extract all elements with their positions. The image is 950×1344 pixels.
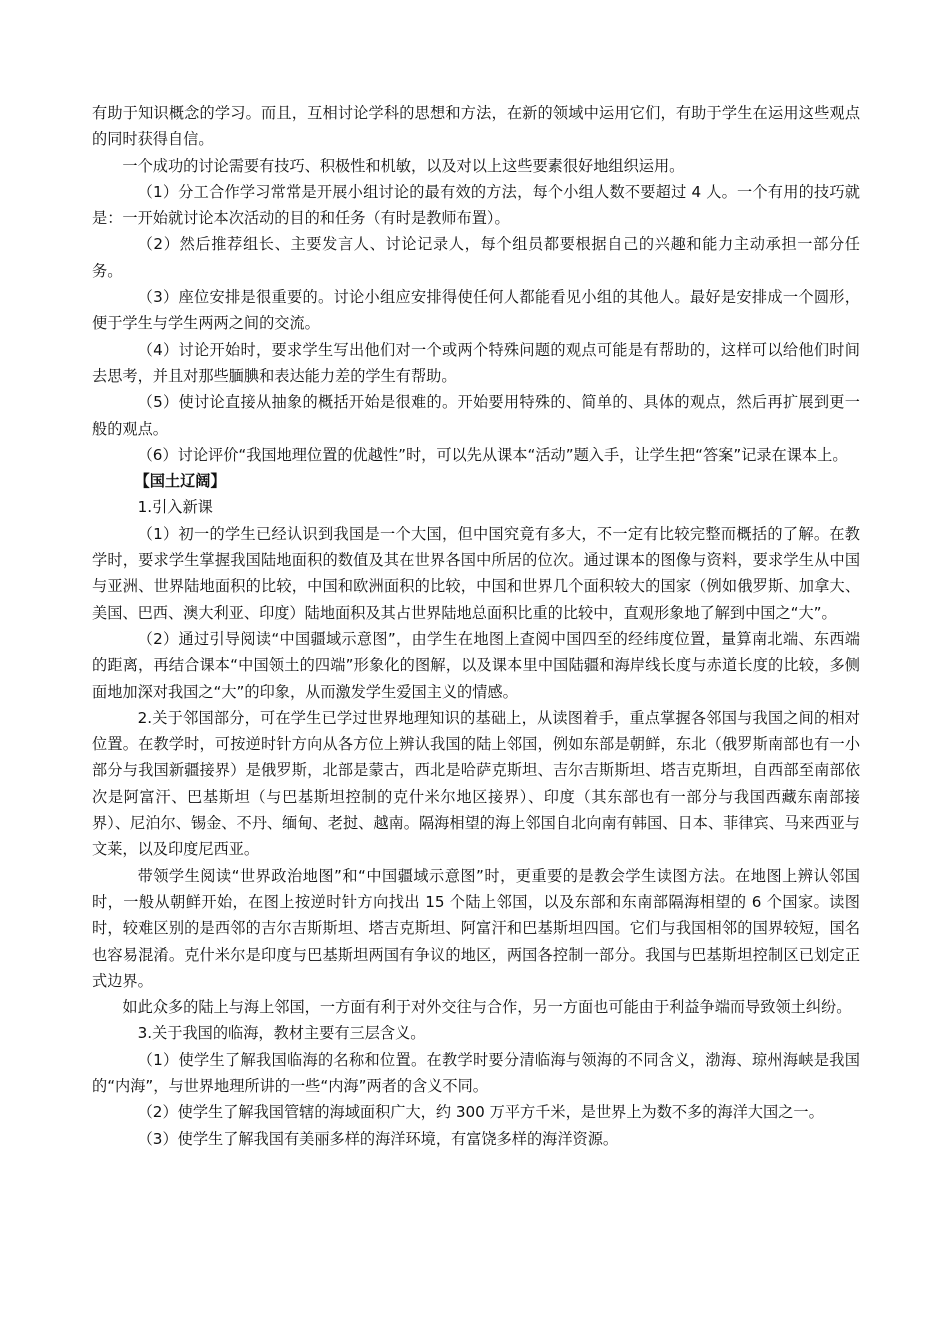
- paragraph: （2）通过引导阅读“中国疆域示意图”，由学生在地图上查阅中国四至的经纬度位置，量算南北端、东西端的距离，再结合课本“中国领土的四端”形象化的图解，以及课本里中国陆疆和海岸线长度与赤道长度的比较，多侧面地加深对我国之“大”的印象，从而激发学生爱国主义的情感。: [92, 629, 860, 701]
- paragraph: 3.关于我国的临海，教材主要有三层含义。: [137, 1024, 426, 1043]
- document-body: [92, 100, 860, 1152]
- paragraph: （1）使学生了解我国临海的名称和位置。在教学时要分清临海与领海的不同含义，渤海、琼州海峡是我国的“内海”，与世界地理所讲的一些“内海”两者的含义不同。: [92, 1050, 860, 1095]
- paragraph: （6）讨论评价“我国地理位置的优越性”时，可以先从课本“活动”题入手，让学生把“答案”记录在课本上。: [137, 445, 848, 464]
- paragraph: 一个成功的讨论需要有技巧、积极性和机敏，以及对以上这些要素很好地组织运用。: [122, 156, 685, 175]
- paragraph: （2）使学生了解我国管辖的海域面积广大，约 300 万平方千米，是世界上为数不多的海洋大国之一。: [137, 1103, 824, 1122]
- paragraph: （3）使学生了解我国有美丽多样的海洋环境，有富饶多样的海洋资源。: [137, 1129, 619, 1148]
- paragraph: 2.关于邻国部分，可在学生已学过世界地理知识的基础上，从读图着手，重点掌握各邻国与我国之间的相对位置。在教学时，可按逆时针方向从各方位上辨认我国的陆上邻国，例如东部是朝鲜，东北（俄罗斯南部也有一小部分与我国新疆接界）是俄罗斯，北部是蒙古，西北是哈萨克斯坦、吉尔吉斯斯坦、塔吉克斯坦，自西部至南部依次是阿富汗、巴基斯坦（与巴基斯坦控制的克什米尔地区接界）、印度（其东部也有一部分与我国西藏东南部接界）、尼泊尔、锡金、不丹、缅甸、老挝、越南。隔海相望的海上邻国自北向南有韩国、日本、菲律宾、马来西亚与文莱，以及印度尼西亚。: [92, 708, 860, 859]
- paragraph: （1）分工合作学习常常是开展小组讨论的最有效的方法，每个小组人数不要超过 4 人。一个有用的技巧就是：一开始就讨论本次活动的目的和任务（有时是教师布置）。: [92, 182, 860, 228]
- paragraph: 有助于知识概念的学习。而且，互相讨论学科的思想和方法，在新的领域中运用它们，有助于学生在运用这些观点的同时获得自信。: [92, 104, 860, 149]
- paragraph: （3）座位安排是很重要的。讨论小组应安排得使任何人都能看见小组的其他人。最好是安排成一个圆形，便于学生与学生两两之间的交流。: [92, 288, 860, 333]
- paragraph: 如此众多的陆上与海上邻国，一方面有利于对外交往与合作，另一方面也可能由于利益争端而导致领土纠纷。: [122, 998, 852, 1017]
- paragraph: （4）讨论开始时，要求学生写出他们对一个或两个特殊问题的观点可能是有帮助的，这样可以给他们时间去思考，并且对那些腼腆和表达能力差的学生有帮助。: [92, 340, 860, 385]
- section-heading: 【国土辽阔】: [134, 472, 226, 491]
- paragraph: （2）然后推荐组长、主要发言人、讨论记录人，每个组员都要根据自己的兴趣和能力主动承担一部分任务。: [92, 235, 860, 280]
- paragraph: （1）初一的学生已经认识到我国是一个大国，但中国究竟有多大，不一定有比较完整而概括的了解。在教学时，要求学生掌握我国陆地面积的数值及其在世界各国中所居的位次。通过课本的图像与资料，要求学生从中国与亚洲、世界陆地面积的比较，中国和欧洲面积的比较，中国和世界几个面积较大的国家（例如俄罗斯、加拿大、美国、巴西、澳大利亚、印度）陆地面积及其占世界陆地总面积比重的比较中，直观形象地了解到中国之“大”。: [92, 524, 860, 622]
- paragraph: 带领学生阅读“世界政治地图”和“中国疆域示意图”时，更重要的是教会学生读图方法。在地图上辨认邻国时，一般从朝鲜开始，在图上按逆时针方向找出 15 个陆上邻国，以及东部和东南部隔海相望的 6 个国家。读图时，较难区别的是西邻的吉尔吉斯斯坦、塔吉克斯坦、阿富汗和巴基斯坦四国。它们与我国相邻的国界较短，国名也容易混淆。克什米尔是印度与巴基斯坦两国有争议的地区，两国各控制一部分。我国与巴基斯坦控制区已划定正式边界。: [92, 866, 860, 990]
- paragraph: （5）使讨论直接从抽象的概括开始是很难的。开始要用特殊的、简单的、具体的观点，然后再扩展到更一般的观点。: [92, 393, 860, 438]
- subsection-title: 1.引入新课: [137, 498, 213, 517]
